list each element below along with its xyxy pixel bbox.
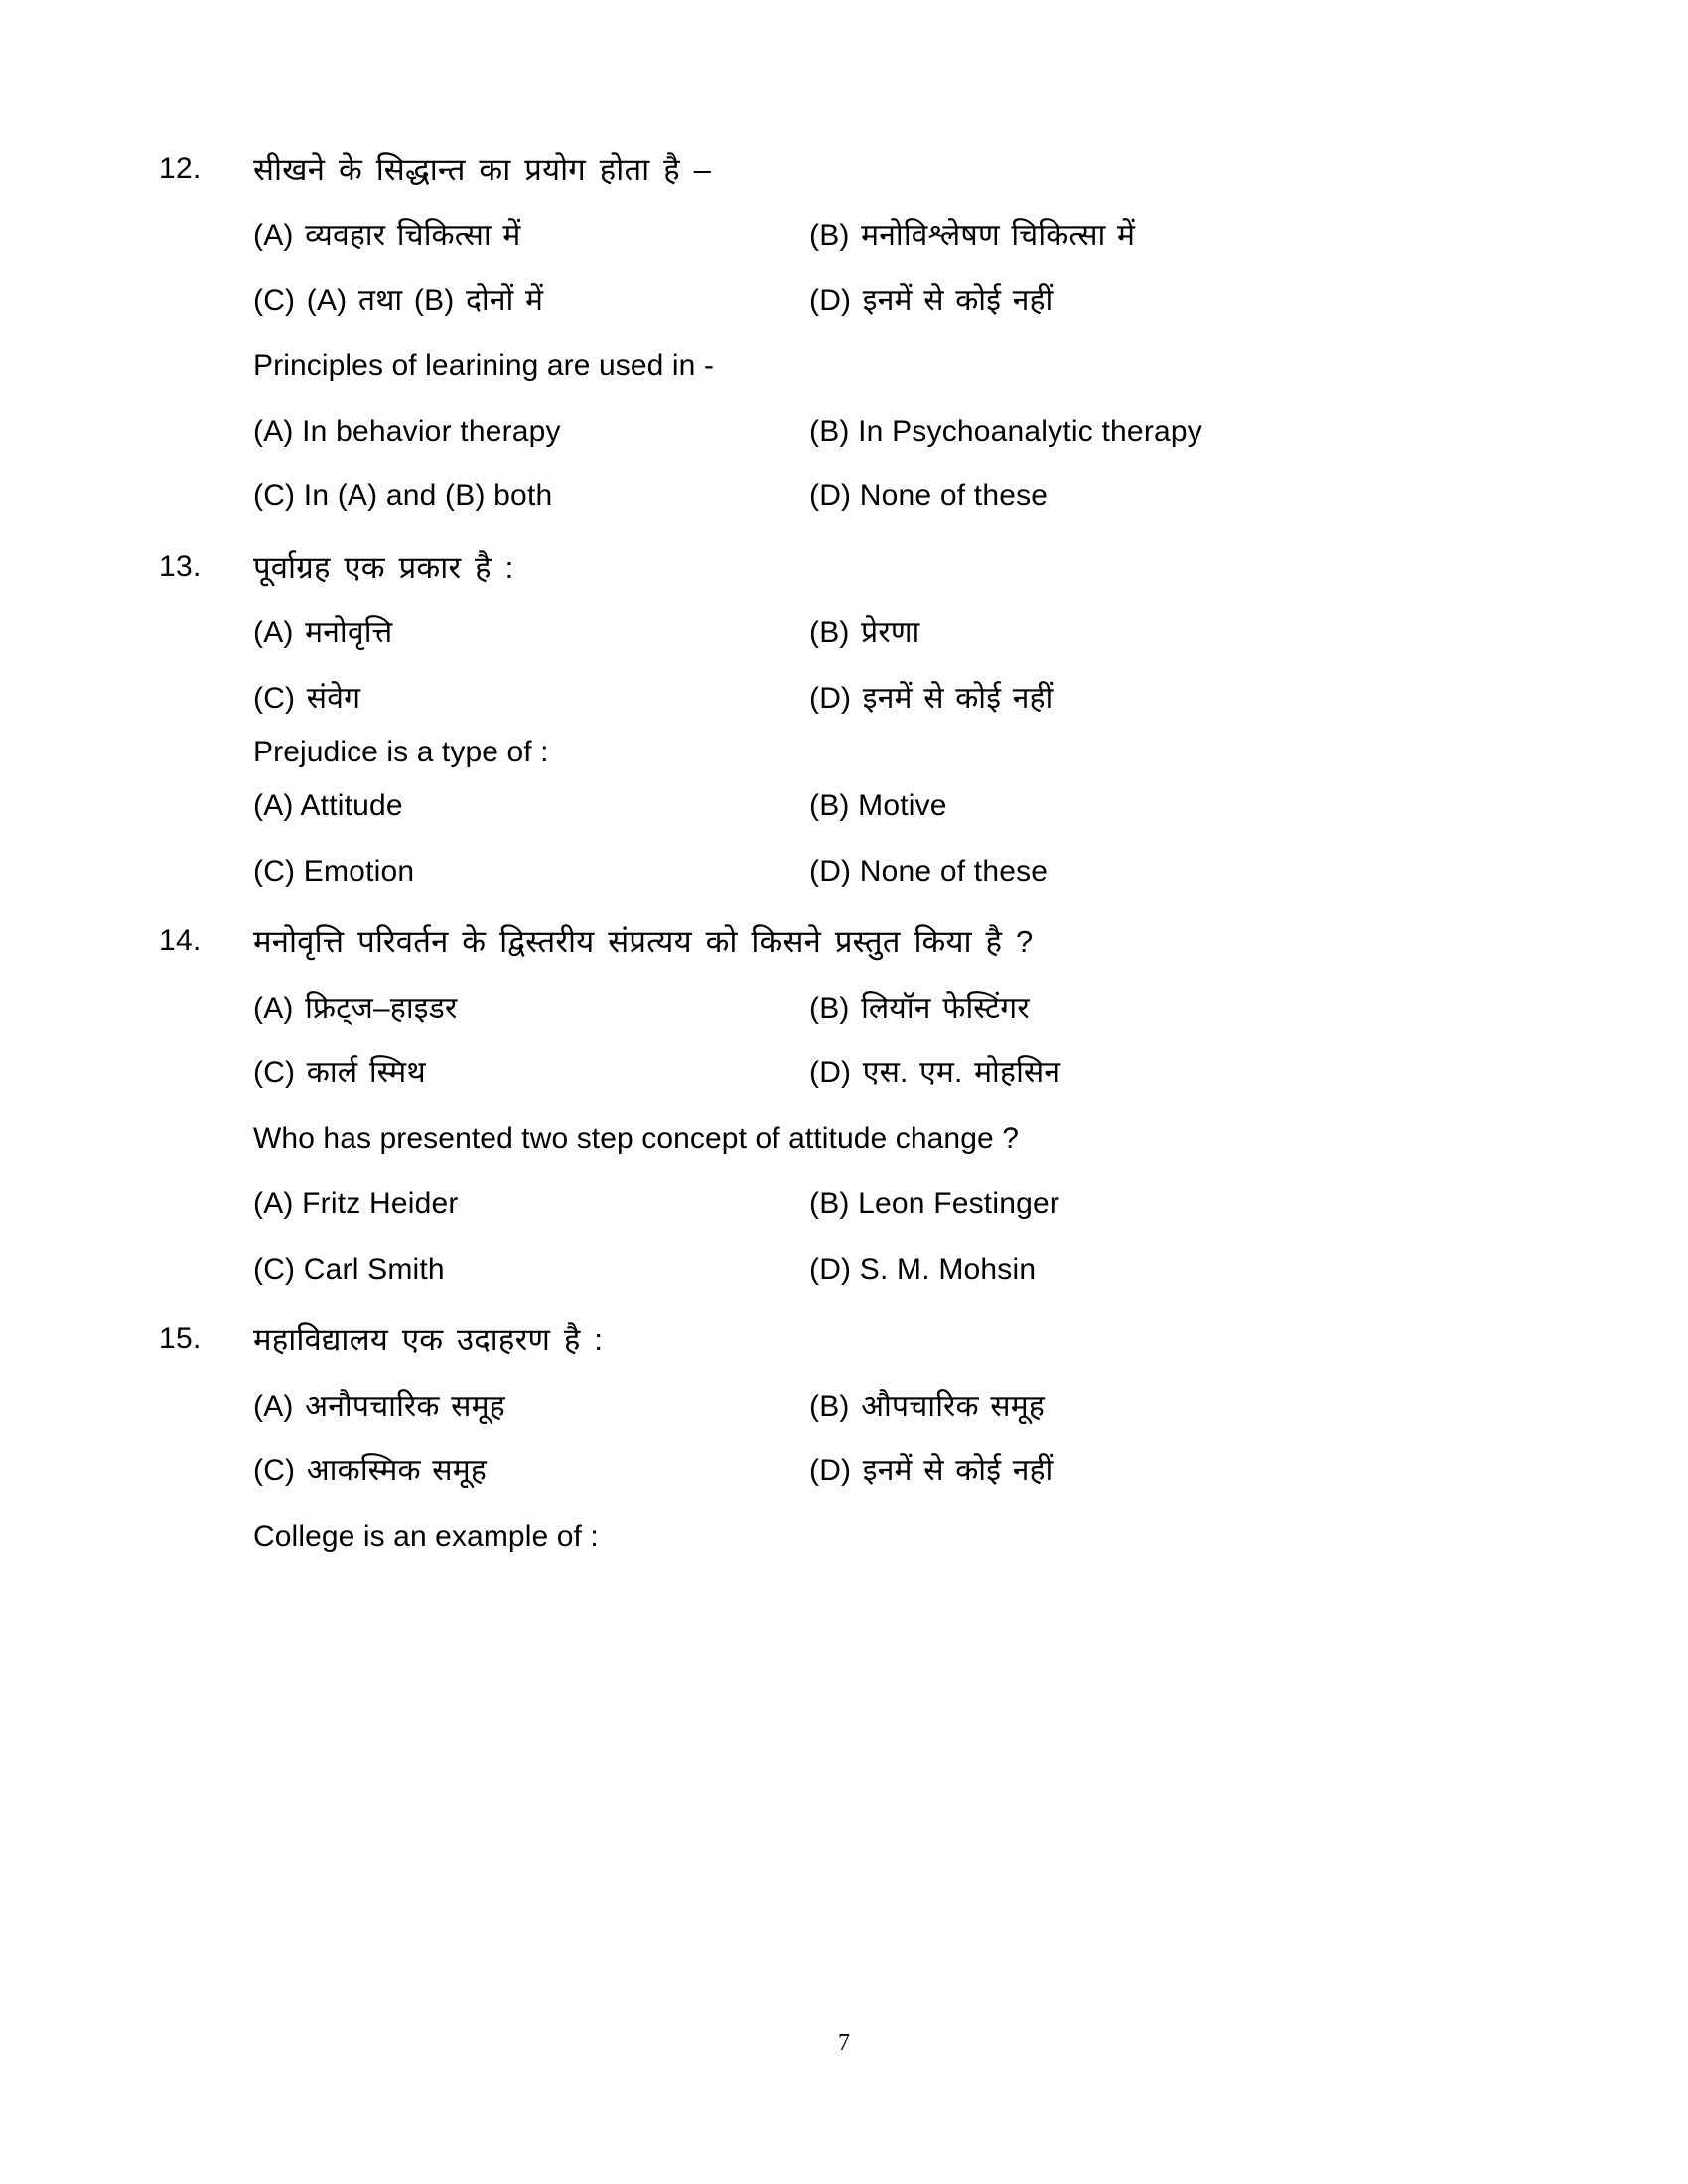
option-13-english-a[interactable]: (A) Attitude: [253, 789, 403, 823]
option-14-english-a[interactable]: (A) Fritz Heider: [253, 1187, 459, 1221]
option-row-12-english-ab: [253, 412, 1489, 453]
question-number-13: 13.: [159, 549, 202, 583]
option-12-english-b[interactable]: (B) In Psychoanalytic therapy: [809, 414, 1202, 448]
question-text-english-12: Principles of learining are used in -: [253, 348, 714, 382]
question-number-14: 14.: [159, 924, 202, 958]
option-14-english-c[interactable]: (C) Carl Smith: [253, 1252, 445, 1286]
option-row-13-english-ab: [253, 786, 1489, 827]
question-heading-12: [159, 149, 1489, 191]
option-row-12-english-cd: [253, 477, 1489, 517]
question-text-hindi-12: सीखने के सिद्धान्त का प्रयोग होता है –: [253, 152, 712, 187]
option-15-hindi-c[interactable]: (C) आकस्मिक समूह: [253, 1454, 487, 1488]
question-text-hindi-15: महाविद्यालय एक उदाहरण है :: [253, 1322, 604, 1358]
option-13-hindi-c[interactable]: (C) संवेग: [253, 681, 361, 715]
option-13-english-b[interactable]: (B) Motive: [809, 789, 947, 823]
option-row-13-hindi-ab: [253, 614, 1489, 654]
question-text-english-15: College is an example of :: [253, 1519, 599, 1553]
option-13-hindi-a[interactable]: (A) मनोवृत्ति: [253, 616, 393, 650]
option-13-english-d[interactable]: (D) None of these: [809, 854, 1049, 887]
option-row-14-hindi-ab: [253, 989, 1489, 1029]
option-row-12-hindi-cd: [253, 281, 1489, 322]
question-text-hindi-14: मनोवृत्ति परिवर्तन के द्विस्तरीय संप्रत्यय को किसने प्रस्तुत किया है ?: [253, 924, 1034, 960]
option-row-13-english-cd: [253, 852, 1489, 892]
option-12-english-c[interactable]: (C) In (A) and (B) both: [253, 479, 553, 513]
question-block-12: [159, 149, 1489, 517]
question-heading-13: [159, 547, 1489, 589]
question-block-14: [159, 921, 1489, 1290]
option-12-hindi-d[interactable]: (D) इनमें से कोई नहीं: [809, 284, 1054, 318]
option-12-hindi-b[interactable]: (B) मनोविश्लेषण चिकित्सा में: [809, 218, 1136, 252]
option-row-14-hindi-cd: [253, 1053, 1489, 1094]
option-12-english-d[interactable]: (D) None of these: [809, 479, 1049, 513]
option-15-hindi-b[interactable]: (B) औपचारिक समूह: [809, 1389, 1046, 1423]
question-text-hindi-13: पूर्वाग्रह एक प्रकार है :: [253, 549, 514, 585]
question-number-12: 12.: [159, 152, 202, 185]
option-13-hindi-b[interactable]: (B) प्रेरणा: [809, 616, 920, 650]
option-12-english-a[interactable]: (A) In behavior therapy: [253, 414, 561, 448]
option-row-13-hindi-cd: [253, 679, 1489, 720]
option-14-hindi-c[interactable]: (C) कार्ल स्मिथ: [253, 1056, 426, 1090]
option-12-hindi-a[interactable]: (A) व्यवहार चिकित्सा में: [253, 218, 521, 252]
option-14-english-d[interactable]: (D) S. M. Mohsin: [809, 1252, 1037, 1286]
option-15-hindi-d[interactable]: (D) इनमें से कोई नहीं: [809, 1454, 1054, 1488]
question-text-english-14: Who has presented two step concept of attitude change ?: [253, 1121, 1019, 1155]
option-row-15-hindi-cd: [253, 1451, 1489, 1492]
option-row-14-english-cd: [253, 1250, 1489, 1291]
option-15-hindi-a[interactable]: (A) अनौपचारिक समूह: [253, 1389, 505, 1423]
question-heading-15: [159, 1319, 1489, 1361]
question-block-13: [159, 547, 1489, 892]
option-14-english-b[interactable]: (B) Leon Festinger: [809, 1187, 1060, 1221]
option-14-hindi-d[interactable]: (D) एस. एम. मोहसिन: [809, 1056, 1061, 1090]
option-row-14-english-ab: [253, 1184, 1489, 1225]
page-number: 7: [838, 2030, 850, 2056]
question-text-english-13: Prejudice is a type of :: [253, 736, 549, 769]
question-heading-14: [159, 921, 1489, 963]
option-13-hindi-d[interactable]: (D) इनमें से कोई नहीं: [809, 681, 1054, 715]
option-13-english-c[interactable]: (C) Emotion: [253, 854, 415, 887]
option-row-15-hindi-ab: [253, 1387, 1489, 1428]
option-row-12-hindi-ab: [253, 216, 1489, 257]
question-block-15: [159, 1319, 1489, 1557]
option-14-hindi-a[interactable]: (A) फ्रिट्ज–हाइडर: [253, 991, 458, 1024]
option-14-hindi-b[interactable]: (B) लियॉन फेस्टिंगर: [809, 991, 1030, 1024]
question-number-15: 15.: [159, 1322, 202, 1356]
option-12-hindi-c[interactable]: (C) (A) तथा (B) दोनों में: [253, 284, 544, 318]
